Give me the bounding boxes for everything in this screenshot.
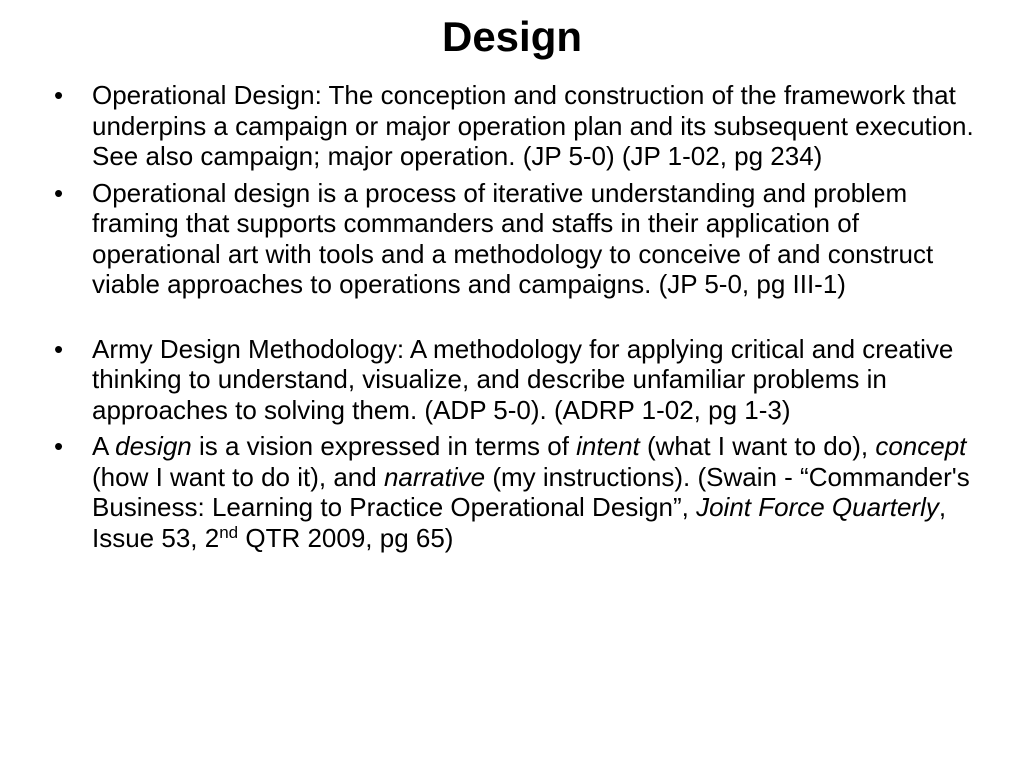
text-segment: (my instructions). (Swain - “Commander's Business: Learning to Practice Operational Design”, (92, 461, 970, 522)
ordinal-superscript: nd (219, 522, 239, 542)
text-segment: (how I want to do it), and (92, 461, 384, 492)
text-segment: , Issue 53, 2 (92, 492, 947, 553)
bullet-item (52, 431, 982, 553)
journal-title: Joint Force Quarterly (696, 492, 939, 522)
text-segment: QTR 2009, pg 65) (238, 522, 454, 553)
slide-title: Design (441, 13, 583, 60)
emphasis-concept: concept (875, 431, 967, 461)
bullet-marker: • (54, 431, 64, 461)
bullet-item (52, 80, 982, 172)
bullet-list (52, 80, 982, 559)
bullet-item (52, 178, 982, 300)
bullet-text: Operational design is a process of iterative understanding and problem framing that supports commanders and staffs in their application of operational art with tools and a methodology to conceive of and construct viable approaches to operations and campaigns. (JP 5-0, pg III-1) (92, 177, 934, 299)
bullet-text: Operational Design: The conception and construction of the framework that underpins a campaign or major operation plan and its subsequent execution. See also campaign; major operation. (JP 5-0) (JP 1-02, pg 234) (92, 80, 974, 171)
emphasis-design: design (115, 431, 192, 461)
emphasis-intent: intent (576, 431, 640, 461)
text-segment: is a vision expressed in terms of (191, 431, 577, 461)
bullet-text (92, 431, 970, 553)
emphasis-narrative: narrative (383, 461, 486, 492)
text-segment: A (92, 431, 116, 461)
bullet-marker: • (54, 177, 64, 208)
bullet-item (52, 334, 982, 426)
text-segment: (what I want to do), (639, 431, 876, 461)
bullet-marker: • (54, 80, 64, 110)
bullet-text: Army Design Methodology: A methodology for applying critical and creative thinking to understand, visualize, and describe unfamiliar problems in approaches to solving them. (ADP 5-0). (ADRP 1-02, pg 1-3) (92, 333, 954, 425)
bullet-marker: • (54, 333, 64, 364)
